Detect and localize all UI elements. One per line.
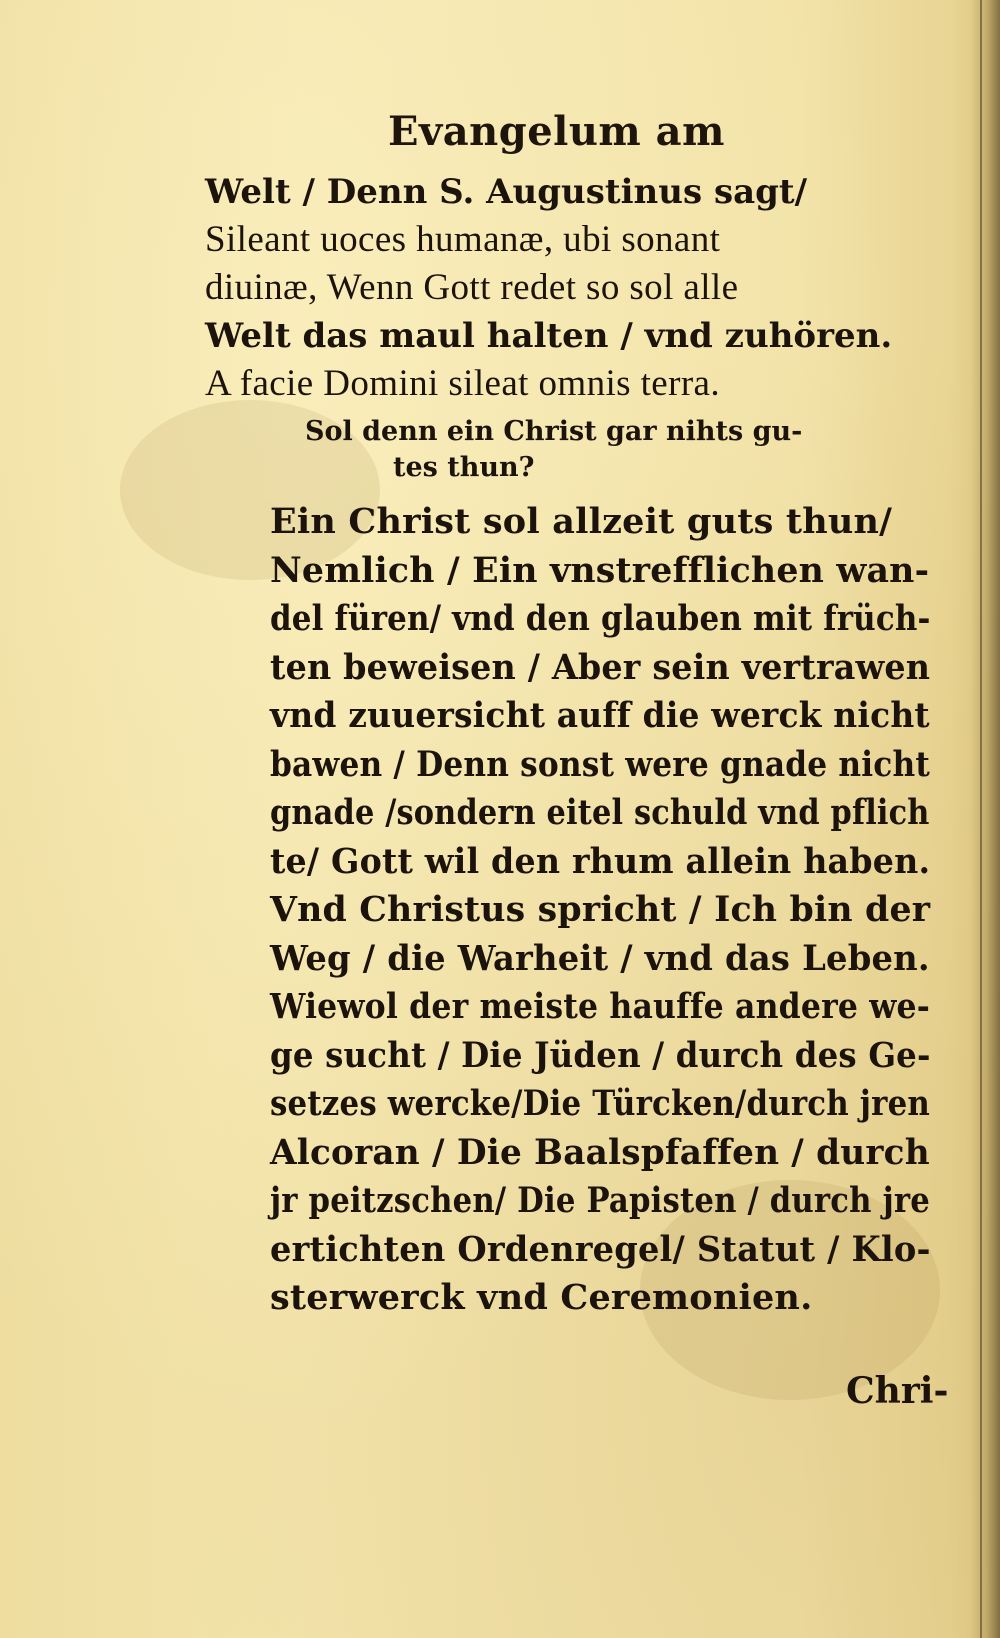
text-line: bawen / Denn sonst were gnade nicht [270,743,930,785]
text-line: Weg / die Warheit / vnd das Leben. [270,937,930,979]
paragraph [270,498,965,1323]
text-line: Ein Christ sol allzeit guts thun/ [270,501,893,542]
text-line: sterwerck vnd Ceremonien. [270,1277,813,1318]
text-line: del füren/ vnd den glauben mit früch- [270,598,931,639]
section-heading-line: tes thun? [393,452,535,483]
page-edge [980,0,982,1638]
section-heading [305,414,965,486]
text-line: ge sucht / Die Jüden / durch des Ge- [270,1034,931,1076]
running-header: Evangelum am [388,108,725,155]
catchword: Chri- [846,1370,949,1412]
text-line: Sileant uoces humanæ, ubi sonant [205,219,721,260]
text-line: Vnd Christus spricht / Ich bin der [270,889,931,930]
text-line: Nemlich / Ein vnstrefflichen wan- [270,549,930,591]
section-heading-line: Sol denn ein Christ gar nihts gu- [305,416,803,447]
text-line: Alcoran / Die Baalspfaffen / durch [270,1131,930,1173]
text-line: setzes wercke/Die Türcken/durch jren [270,1083,931,1124]
text-line: Welt / Denn S. Augustinus sagt/ [205,172,808,212]
text-line: ten beweisen / Aber sein vertrawen [270,646,931,688]
text-line: vnd zuuersicht auff die werck nicht [270,695,930,736]
text-line: diuinæ, Wenn Gott redet so sol alle [205,267,739,308]
page-gutter [970,0,1000,1638]
text-line: A facie Domini sileat omnis terra. [205,363,721,404]
page-body [205,168,965,1323]
text-line: ertichten Ordenregel/ Statut / Klo- [270,1228,931,1270]
text-line: Welt das maul halten / vnd zuhören. [205,316,893,356]
text-line: te/ Gott wil den rhum allein haben. [270,840,931,882]
text-line: Wiewol der meiste hauffe andere we- [270,986,930,1027]
text-line: gnade /sondern eitel schuld vnd pflich [270,792,930,833]
text-line: jr peitzschen/ Die Papisten / durch jre [270,1180,930,1221]
